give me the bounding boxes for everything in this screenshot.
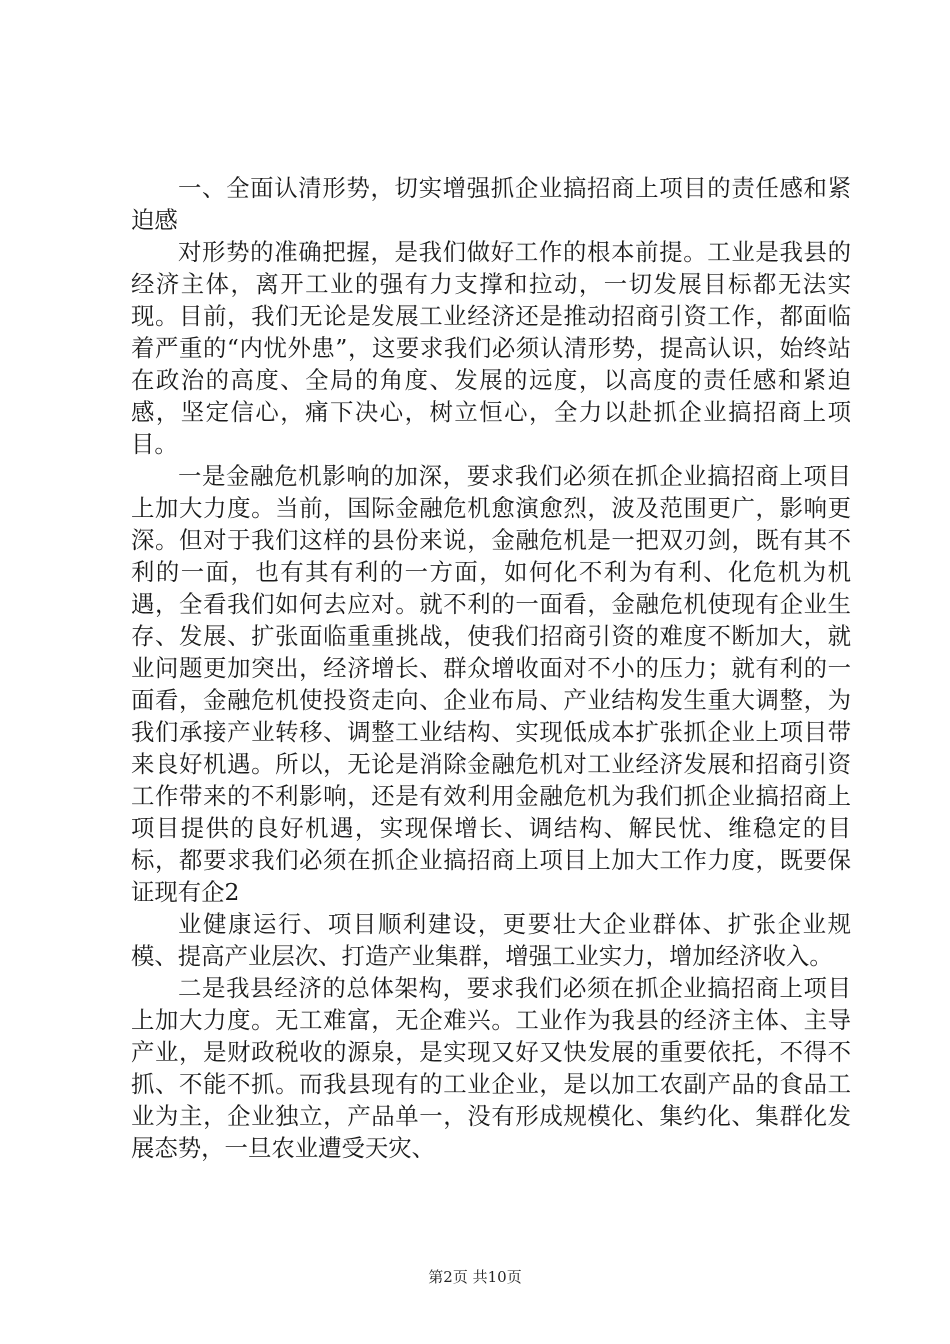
body-paragraph-3: 业健康运行、项目顺利建设，更要壮大企业群体、扩张企业规模、提高产业层次、打造产业集群，增强工业实力，增加经济收入。 — [131, 910, 851, 970]
section-heading: 一、全面认清形势，切实增强抓企业搞招商上项目的责任感和紧迫感 — [131, 174, 851, 234]
body-paragraph-4: 二是我县经济的总体架构，要求我们必须在抓企业搞招商上项目上加大力度。无工难富，无企难兴。工业作为我县的经济主体、主导产业，是财政税收的源泉，是实现又好又快发展的重要依托，不得不抓、不能不抓。而我县现有的工业企业，是以加工农副产品的食品工业为主，企业独立，产品单一，没有形成规模化、集约化、集群化发展态势，一旦农业遭受天灾、 — [131, 974, 851, 1162]
body-paragraph-1: 对形势的准确把握，是我们做好工作的根本前提。工业是我县的经济主体，离开工业的强有力支撑和拉动，一切发展目标都无法实现。目前，我们无论是发展工业经济还是推动招商引资工作，都面临着严重的“内忧外患”，这要求我们必须认清形势，提高认识，始终站在政治的高度、全局的角度、发展的远度，以高度的责任感和紧迫感，坚定信心，痛下决心，树立恒心，全力以赴抓企业搞招商上项目。 — [131, 238, 851, 458]
body-paragraph-2: 一是金融危机影响的加深，要求我们必须在抓企业搞招商上项目上加大力度。当前，国际金融危机愈演愈烈，波及范围更广，影响更深。但对于我们这样的县份来说，金融危机是一把双刃剑，既有其不利的一面，也有其有利的一方面，如何化不利为有利、化危机为机遇，全看我们如何去应对。就不利的一面看，金融危机使现有企业生存、发展、扩张面临重重挑战，使我们招商引资的难度不断加大，就业问题更加突出，经济增长、群众增收面对不小的压力；就有利的一面看，金融危机使投资走向、企业布局、产业结构发生重大调整，为我们承接产业转移、调整工业结构、实现低成本扩张抓企业上项目带来良好机遇。所以，无论是消除金融危机对工业经济发展和招商引资工作带来的不利影响，还是有效利用金融危机为我们抓企业搞招商上项目提供的良好机遇，实现保增长、调结构、解民忧、维稳定的目标，都要求我们必须在抓企业搞招商上项目上加大工作力度，既要保证现有企2 — [131, 462, 851, 906]
document-body — [131, 172, 851, 1164]
page-number-footer: 第2页 共10页 — [428, 1268, 522, 1286]
